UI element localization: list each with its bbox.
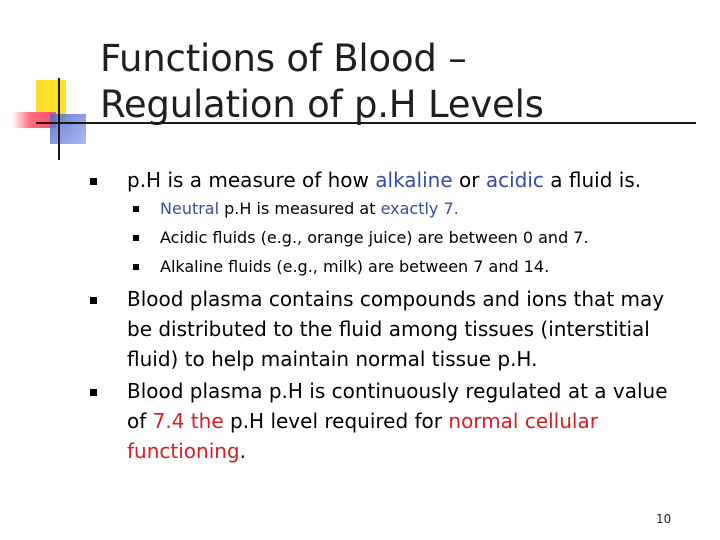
text-line: be distributed to the fluid among tissues (interstitial (127, 317, 650, 341)
slide-number: 10 (656, 512, 672, 526)
text-line: fluid) to help maintain normal tissue p.H. (127, 347, 538, 371)
text-segment: of (127, 409, 153, 433)
text-segment: or (452, 168, 486, 192)
text-line (127, 436, 707, 466)
bullet-ph-definition (127, 165, 707, 195)
exactly-7-highlight: exactly 7. (380, 199, 459, 218)
bullet-plasma-compounds (127, 284, 707, 374)
sub-bullet-square-icon (133, 235, 139, 241)
acidic-highlight: acidic (485, 168, 544, 192)
normal-cellular-highlight: normal cellular (448, 409, 598, 433)
text-segment: . (239, 439, 246, 463)
sub-bullet-square-icon (133, 206, 139, 212)
slide-title (100, 36, 700, 128)
sub-bullet-acidic: Acidic fluids (e.g., orange juice) are between 0 and 7. (160, 228, 589, 247)
logo-blue-square (50, 114, 86, 144)
slide-title-line2: Regulation of p.H Levels (100, 83, 544, 126)
alkaline-highlight: alkaline (375, 168, 453, 192)
bullet-square-icon (90, 178, 97, 185)
sub-bullet-square-icon (133, 264, 139, 270)
text-segment: p.H level required for (223, 409, 449, 433)
functioning-highlight: functioning (127, 439, 240, 463)
text-line (127, 406, 707, 436)
bullet-plasma-regulation (127, 376, 707, 466)
logo-vertical-line (58, 78, 60, 160)
slide-title-line1: Functions of Blood – (100, 37, 467, 80)
ph-value-highlight: 7.4 the (152, 409, 224, 433)
text-line: Blood plasma p.H is continuously regulated at a value (127, 379, 668, 403)
neutral-highlight: Neutral (160, 199, 220, 218)
text-segment: p.H is measured at (219, 199, 381, 218)
bullet-square-icon (90, 389, 97, 396)
bullet-square-icon (90, 297, 97, 304)
sub-bullet-alkaline: Alkaline fluids (e.g., milk) are between 7 and 14. (160, 257, 550, 276)
sub-bullet-neutral (160, 199, 700, 219)
text-segment: p.H is a measure of how (127, 168, 376, 192)
text-line: Blood plasma contains compounds and ions that may (127, 287, 665, 311)
text-segment: a fluid is. (543, 168, 642, 192)
